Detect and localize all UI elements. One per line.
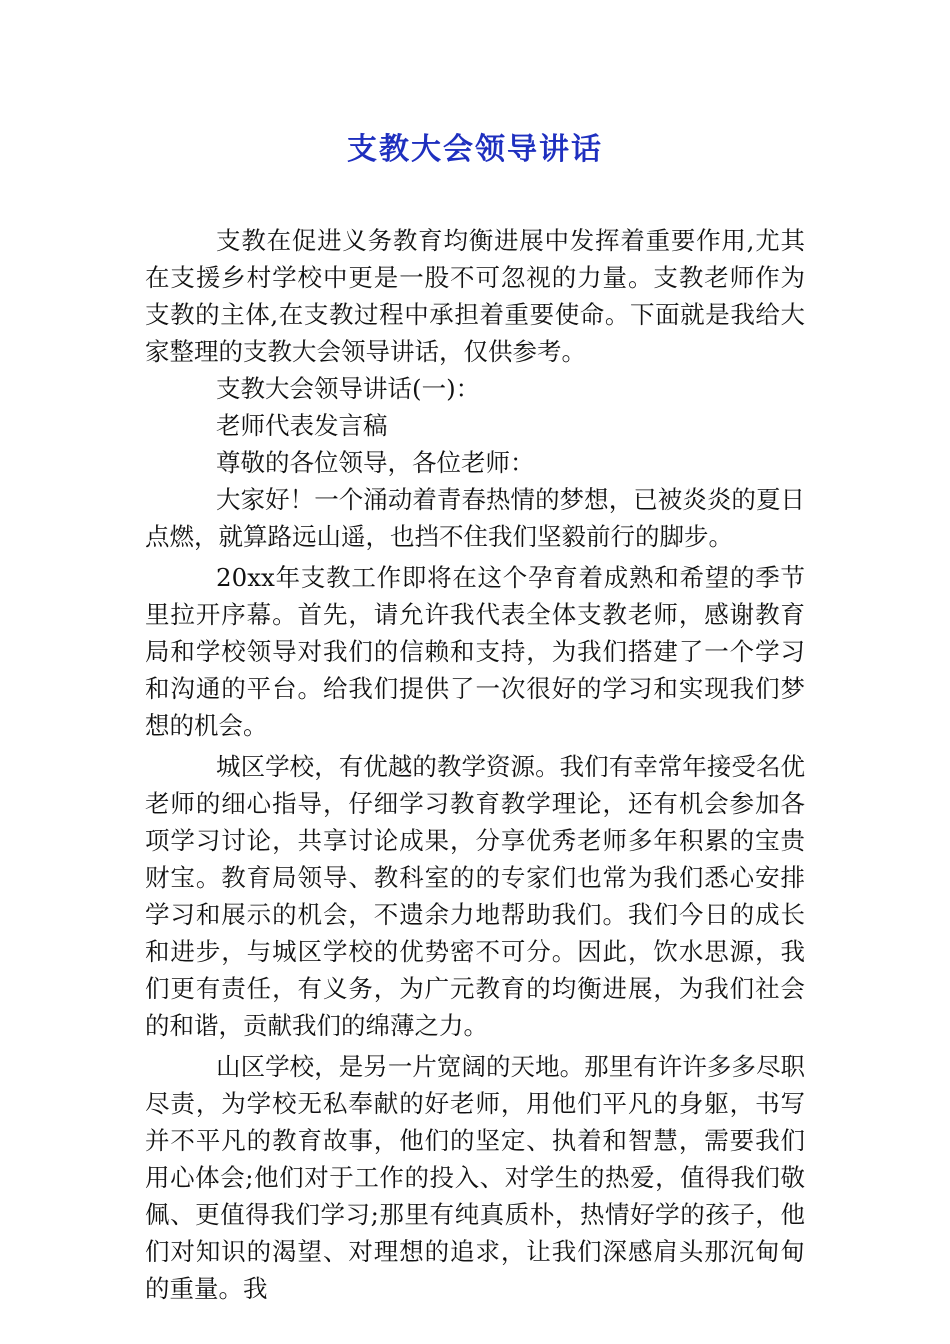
paragraph-mountain-schools: 山区学校，是另一片宽阔的天地。那里有许许多多尽职尽责，为学校无私奉献的好老师，用他们平凡的身躯，书写并不平凡的教育故事，他们的坚定、执着和智慧，需要我们用心体会;他们对于工作的投入、对学生的热爱，值得我们敬佩、更值得我们学习;那里有纯真质朴，热情好学的孩子，他们对知识的渴望、对理想的追求，让我们深感肩头那沉甸甸的重量。我 — [145, 1052, 805, 1303]
paragraph-opening: 20xx年支教工作即将在这个孕育着成熟和希望的季节里拉开序幕。首先，请允许我代表全体支教老师，感谢教育局和学校领导对我们的信赖和支持，为我们搭建了一个学习和沟通的平台。给我们提供了一次很好的学习和实现我们梦想的机会。 — [145, 563, 805, 740]
paragraph-subheading: 老师代表发言稿 — [216, 411, 388, 440]
paragraph-section-heading: 支教大会领导讲话(一)： — [216, 374, 481, 403]
paragraph-salutation: 尊敬的各位领导，各位老师： — [216, 448, 535, 477]
paragraph-greeting: 大家好！一个涌动着青春热情的梦想，已被炎炎的夏日点燃，就算路远山遥，也挡不住我们坚毅前行的脚步。 — [145, 485, 805, 551]
document-body — [145, 222, 805, 1307]
paragraph-intro: 支教在促进义务教育均衡进展中发挥着重要作用,尤其在支援乡村学校中更是一股不可忽视的力量。支教老师作为支教的主体,在支教过程中承担着重要使命。下面就是我给大家整理的支教大会领导讲话，仅供参考。 — [145, 226, 805, 366]
paragraph-urban-schools: 城区学校，有优越的教学资源。我们有幸常年接受名优老师的细心指导，仔细学习教育教学理论，还有机会参加各项学习讨论，共享讨论成果，分享优秀老师多年积累的宝贵财宝。教育局领导、教科室的的专家们也常为我们悉心安排学习和展示的机会，不遗余力地帮助我们。我们今日的成长和进步，与城区学校的优势密不可分。因此，饮水思源，我们更有责任，有义务，为广元教育的均衡进展，为我们社会的和谐，贡献我们的绵薄之力。 — [145, 752, 805, 1040]
document-title: 支教大会领导讲话 — [347, 132, 603, 167]
